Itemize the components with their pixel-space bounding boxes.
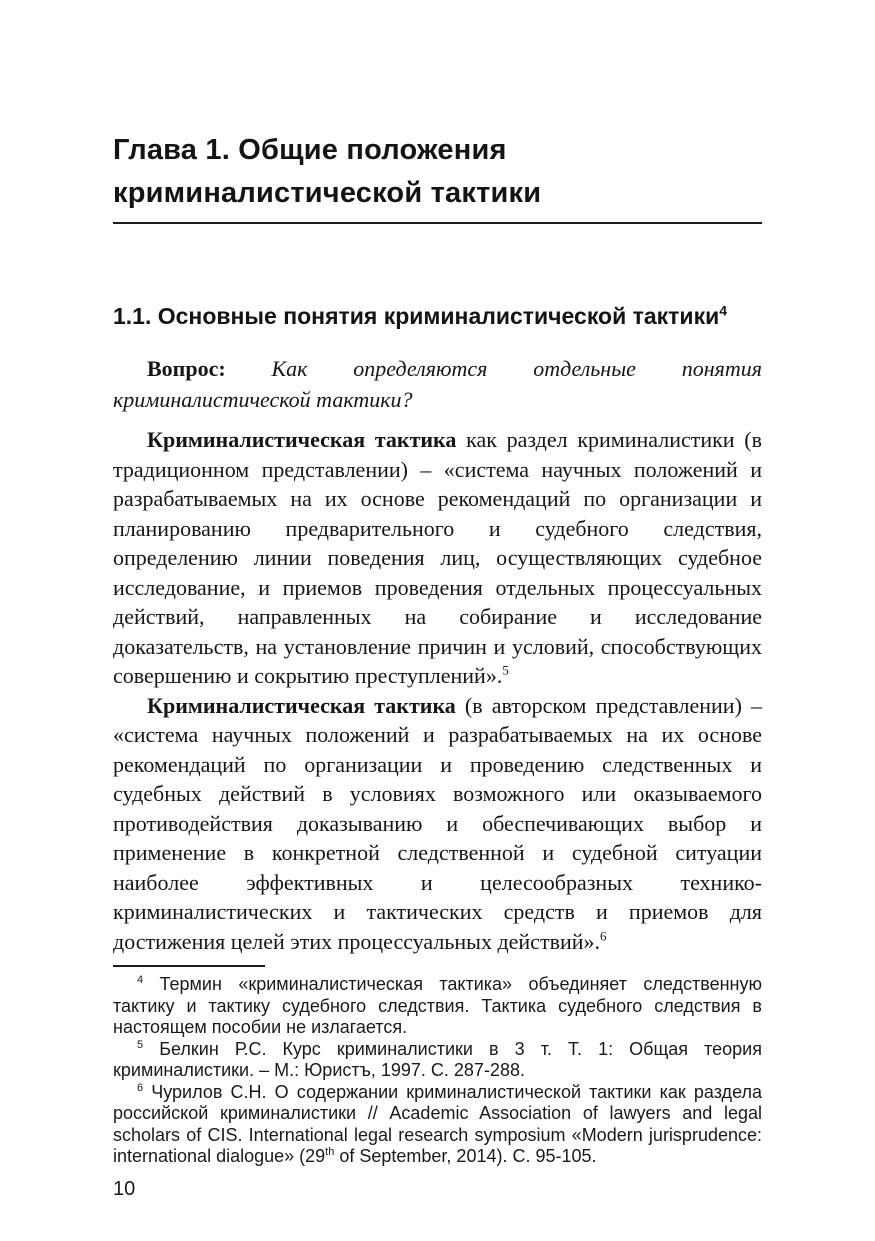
body-paragraph-author bbox=[113, 691, 762, 957]
paragraph-lead: Криминалистическая тактика bbox=[147, 427, 457, 452]
chapter-title: Глава 1. Общие положения криминалистической тактики bbox=[113, 134, 542, 209]
paragraph-text: как раздел криминалистики (в традиционном представлении) – «система научных положений и разрабатываемых на их основе рекомендаций по организации и планированию предварительного и судебного следствия, определению линии поведения лиц, осуществляющих судебное исследование, и приемов проведения отдельных процессуальных действий, направленных на собирание и исследование доказательств, на установление причин и условий, способствующих совершению и сокрытию преступлений». bbox=[113, 427, 763, 688]
footnote-5 bbox=[113, 1039, 762, 1082]
section-title-text: 1.1. Основные понятия криминалистической тактики bbox=[113, 303, 720, 329]
paragraph-text: (в авторском представлении) – «система научных положений и разрабатываемых на их основе рекомендаций по организации и проведению следственных и судебных действий в условиях возможного или оказываемого противодействия доказыванию и обеспечивающих выбор и применение в конкретной следственной и судебной ситуации наиболее эффективных и целесообразных технико-криминалистических и тактических средств и приемов для достижения целей этих процессуальных действий». bbox=[113, 692, 763, 954]
chapter-rule bbox=[113, 222, 762, 224]
footnotes-section bbox=[113, 965, 762, 1168]
footnotes-separator bbox=[113, 965, 265, 967]
page-number: 10 bbox=[113, 1177, 136, 1200]
question-paragraph bbox=[113, 353, 762, 415]
footnote-ref-6: 6 bbox=[600, 928, 607, 944]
footnote-4 bbox=[113, 974, 762, 1039]
footnote-text: Белкин Р.С. Курс криминалистики в 3 т. Т. 1: Общая теория криминалистики. – М.: Юристъ, 1997. С. 287-288. bbox=[113, 1038, 762, 1080]
footnote-marker: 5 bbox=[137, 1038, 144, 1051]
section-footnote-ref: 4 bbox=[719, 302, 728, 319]
footnote-ref-5: 5 bbox=[502, 662, 509, 678]
footnote-text: Чурилов С.Н. О содержании криминалистической тактики как раздела российской криминалистики // Academic Association of lawyers and legal scholars of CIS. International legal research symposium «Modern jurisprudence: international dialogue» (29 bbox=[113, 1081, 762, 1166]
footnote-ordinal-superscript: th bbox=[325, 1146, 335, 1158]
paragraph-lead: Криминалистическая тактика bbox=[147, 692, 456, 718]
footnote-6 bbox=[113, 1082, 762, 1168]
footnote-text: of September, 2014). С. 95-105. bbox=[334, 1146, 597, 1166]
body-paragraph-traditional bbox=[113, 425, 762, 691]
question-text: Как определяются отдельные понятия криминалистической тактики? bbox=[113, 356, 762, 412]
footnote-text: Термин «криминалистическая тактика» объединяет следственную тактику и тактику судебного следствия. Тактика судебного следствия в настоящем пособии не излагается. bbox=[113, 974, 762, 1037]
section-title bbox=[113, 301, 762, 331]
question-label: Вопрос: bbox=[147, 356, 226, 381]
footnote-marker: 4 bbox=[137, 974, 144, 986]
footnote-marker: 6 bbox=[137, 1081, 144, 1094]
